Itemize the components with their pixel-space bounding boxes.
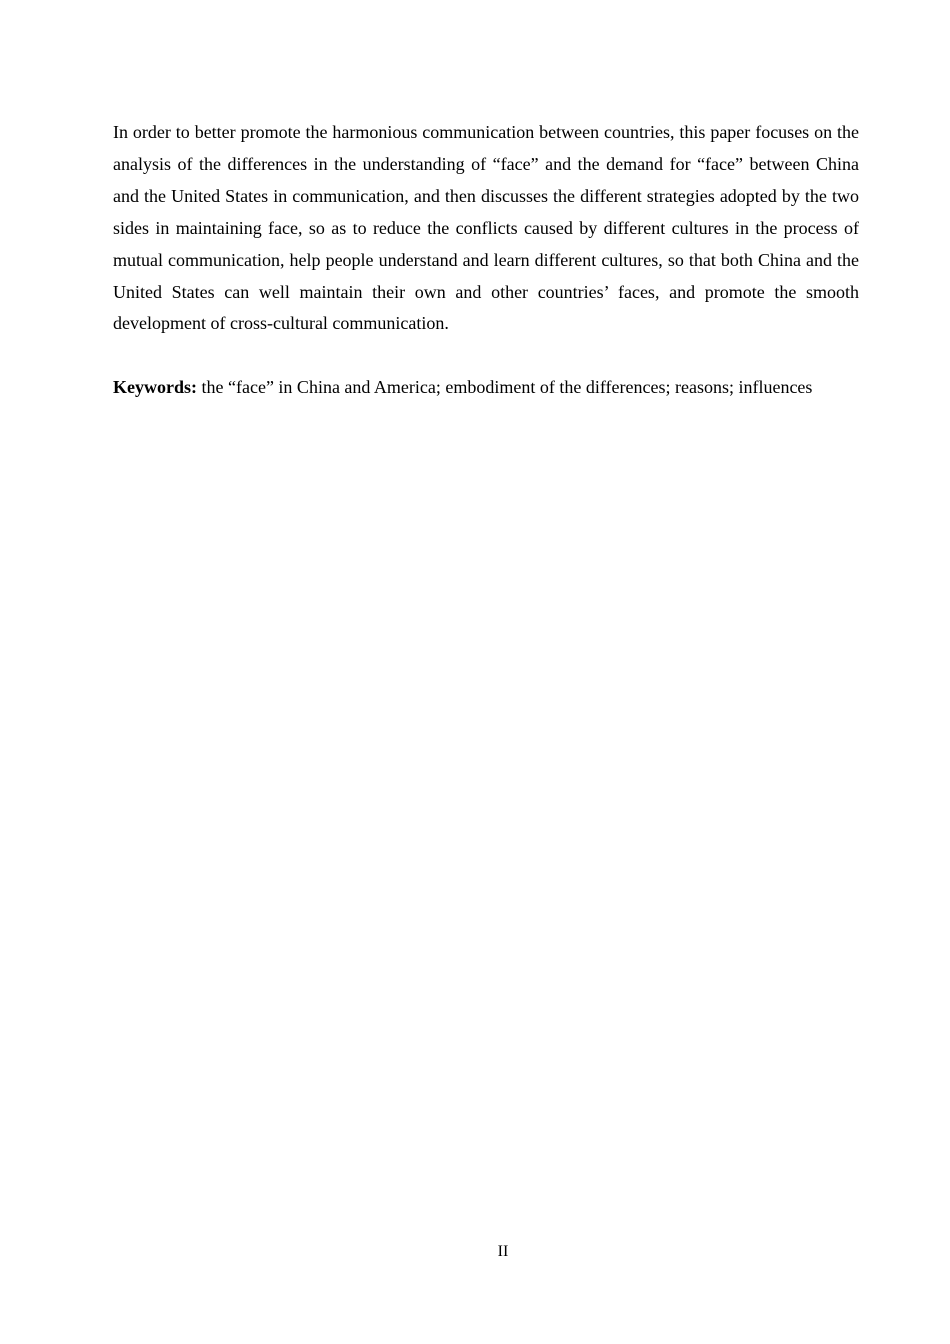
keywords-label: Keywords: xyxy=(113,377,197,397)
page-number: II xyxy=(497,1243,509,1260)
keywords-text: the “face” in China and America; embodiment of the differences; reasons; influences xyxy=(201,377,813,397)
keywords-line xyxy=(113,372,873,404)
abstract-paragraph: In order to better promote the harmonious communication between countries, this paper focuses on the analysis of the differences in the understanding of “face” and the demand for “face” between China and the United States in communication, and then discusses the different strategies adopted by the two sides in maintaining face, so as to reduce the conflicts caused by different cultures in the process of mutual communication, help people understand and learn different cultures, so that both China and the United States can well maintain their own and other countries’ faces, and promote the smooth development of cross-cultural communication. xyxy=(113,122,859,334)
